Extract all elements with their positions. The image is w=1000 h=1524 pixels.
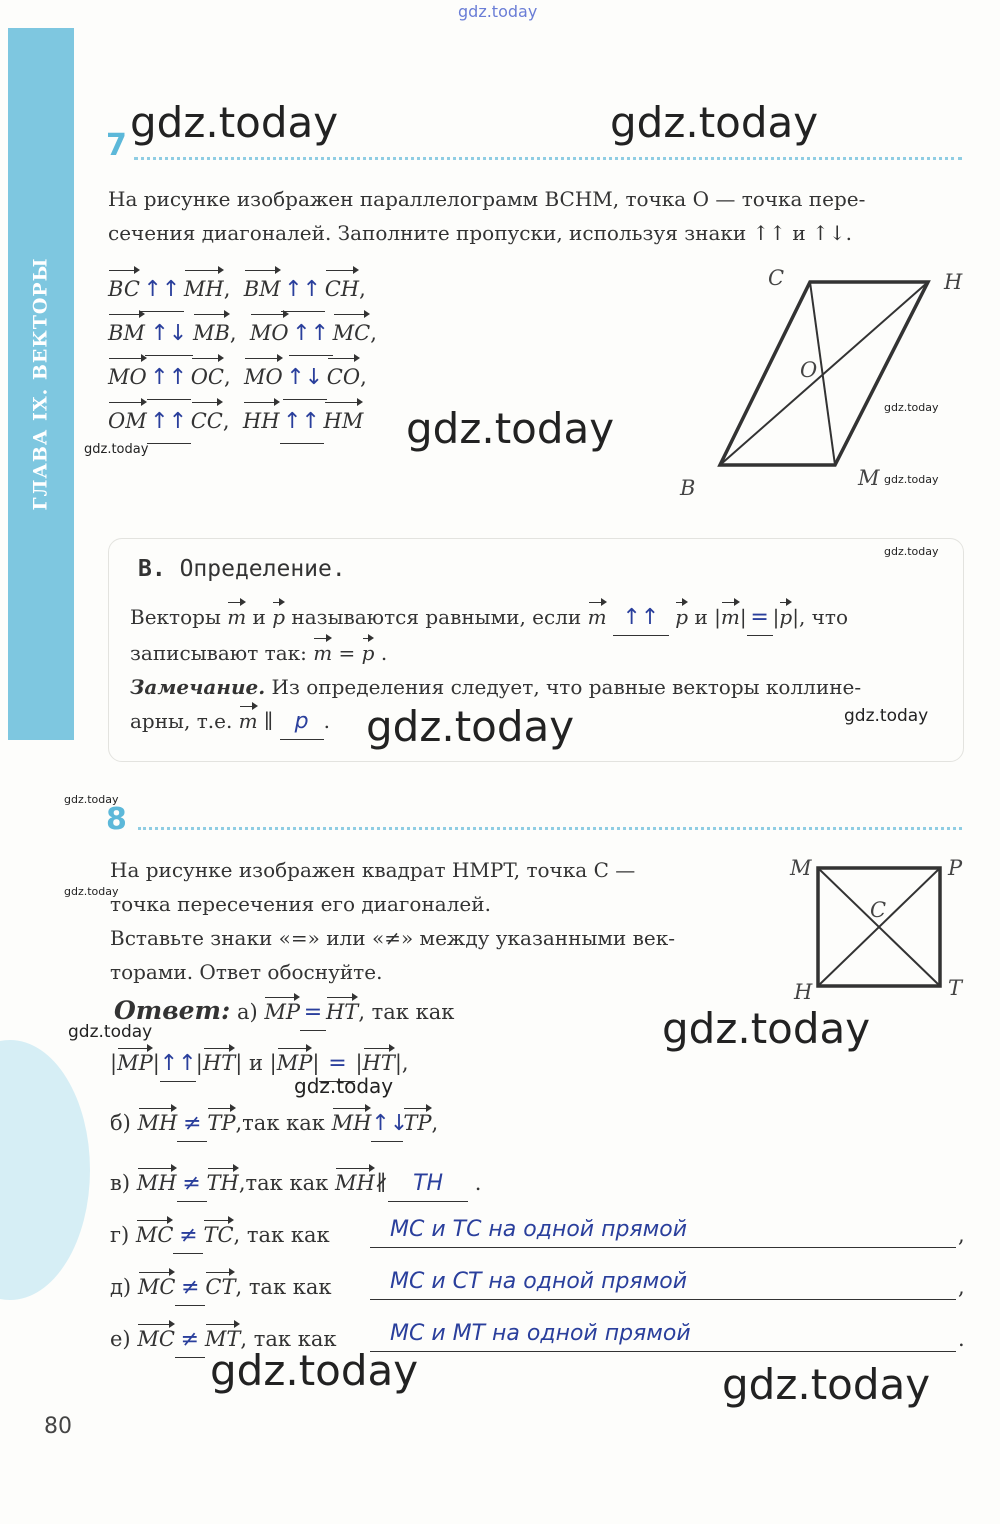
label-c: C [870, 898, 887, 922]
text: ,так как [238, 1171, 329, 1195]
vector-a: HH [243, 400, 280, 443]
handwritten-answer: TH [388, 1167, 468, 1202]
watermark-small: gdz.today [64, 885, 119, 898]
item-letter: б) [110, 1111, 131, 1135]
answer-b: б) MH ≠ TP,так как MH↑↓TP, [110, 1106, 438, 1142]
definition-title-word: Определение. [179, 556, 346, 582]
vector-b: CC [191, 400, 223, 443]
definition-remark-line2: арны, т.е. m ∥ p . [130, 704, 950, 740]
item-letter: в) [110, 1171, 131, 1195]
label-c: C [768, 266, 785, 290]
watermark-small: gdz.today [84, 442, 149, 457]
handwritten-answer: p [280, 705, 324, 740]
answer-sign: ≠ [177, 1167, 207, 1202]
vector: MH [335, 1166, 375, 1200]
handwritten-answer-e: MC и CT на одной прямой [370, 1264, 956, 1300]
watermark: gdz.today [610, 98, 819, 147]
text: , так как [233, 1223, 330, 1247]
comma: , [958, 1275, 965, 1299]
definition-remark [130, 670, 950, 704]
answer-sign: ↑↑ [147, 400, 191, 444]
watermark-small: gdz.today [64, 793, 119, 806]
task8-text-line1: На рисунке изображен квадрат HMPT, точка C — [110, 858, 636, 882]
text: , что [798, 605, 848, 629]
answer-sign: = [747, 601, 773, 636]
text: Векторы [130, 605, 221, 629]
vector-p: p [272, 600, 285, 634]
diagonal-hb [720, 282, 928, 465]
text: ∥ [264, 709, 274, 733]
task7-number: 7 [106, 128, 127, 163]
answer-a [114, 994, 454, 1031]
vector-m: m [313, 636, 332, 670]
vector-b: CO [327, 356, 360, 399]
task7-text-line1: На рисунке изображен параллелограмм BCHM, точка O — точка пере- [108, 187, 866, 211]
vector: MP [277, 1046, 313, 1080]
vector: MC [136, 1218, 174, 1252]
text: и [248, 1051, 263, 1075]
text: , так как [235, 1275, 332, 1299]
vector: MT [205, 1322, 241, 1356]
item-letter: а) [236, 1000, 258, 1024]
label-h: H [794, 980, 813, 1004]
item-letter: е) [110, 1327, 131, 1351]
watermark-small: gdz.today [68, 1022, 153, 1042]
answer-sign: ↑↓ [145, 312, 193, 356]
vector-a: OM [108, 400, 147, 443]
answer-sign: = [300, 996, 326, 1031]
text: называются равными, если [291, 605, 582, 629]
definition-title-letter: В. [138, 556, 166, 582]
answer-sign: ↑↑ [289, 312, 333, 356]
definition-line2: записывают так: m = p . [130, 636, 950, 670]
vector-b: HM [324, 400, 364, 443]
text: ∦ [374, 1171, 389, 1195]
task8-text-line2: точка пересечения его диагоналей. [110, 892, 491, 916]
watermark-small: gdz.today [884, 473, 939, 486]
answer-sign: ↑↑ [613, 601, 669, 636]
answer-sign: ≠ [175, 1271, 205, 1306]
answer-sign: ↑↑ [281, 268, 325, 312]
vector-m: m [721, 600, 740, 634]
vector: MH [137, 1166, 177, 1200]
vector-a: BM [244, 268, 281, 311]
vector: MP [117, 1046, 153, 1080]
text: записывают так: [130, 641, 307, 665]
vector-m: m [239, 704, 258, 738]
task7-row: BM ↑↓ MB, MO ↑↑ MC, [108, 312, 377, 356]
handwritten-answer-f: MC и MT на одной прямой [370, 1316, 956, 1352]
item-letter: д) [110, 1275, 132, 1299]
watermark-top: gdz.today [458, 2, 538, 21]
answer-sign: ≠ [175, 1323, 205, 1358]
vector-b: CH [325, 268, 359, 311]
watermark-small: gdz.today [844, 706, 929, 726]
answer-d [110, 1218, 330, 1254]
task8-text-line4: торами. Ответ обоснуйте. [110, 960, 383, 984]
task7-relations [108, 268, 377, 444]
answer-sign: ↑↑ [140, 268, 184, 312]
vector-p: p [779, 600, 792, 634]
answer-sign: ↑↓ [371, 1107, 403, 1142]
vector: MC [137, 1322, 175, 1356]
vector: MH [332, 1106, 372, 1140]
label-p: P [948, 856, 963, 880]
answer-sign: ↑↑ [160, 1047, 196, 1082]
task8-text [110, 853, 760, 989]
vector-a: BM [108, 312, 145, 355]
answer-sign: ≠ [177, 1107, 207, 1142]
vector: HT [326, 995, 358, 1029]
task7-row: MO ↑↑ OC, MO ↑↓ CO, [108, 356, 377, 400]
vector-m: m [227, 600, 246, 634]
label-h: H [944, 270, 963, 294]
watermark: gdz.today [662, 1004, 871, 1053]
decorative-blob [0, 1040, 90, 1300]
task8-divider [138, 827, 962, 830]
vector-a: MO [244, 356, 283, 399]
vector: HT [203, 1046, 235, 1080]
label-b: B [680, 476, 696, 500]
vector-p: p [362, 636, 375, 670]
chapter-label: ГЛАВА IX. ВЕКТОРЫ [30, 257, 53, 511]
watermark: gdz.today [406, 404, 615, 453]
task8-text-line3: Вставьте знаки «=» или «≠» между указанными век- [110, 926, 675, 950]
watermark-small: gdz.today [294, 1074, 394, 1098]
vector: TC [203, 1218, 233, 1252]
answer-sign: ≠ [173, 1219, 203, 1254]
task7-divider [134, 157, 962, 160]
vector: CT [205, 1270, 235, 1304]
task7-text [108, 182, 968, 250]
answer-sign: = [319, 1047, 355, 1082]
vector-b: OC [191, 356, 224, 399]
text: = [338, 641, 356, 665]
text: и [694, 605, 708, 629]
text: , так как [358, 1000, 455, 1024]
vector: HT [363, 1046, 395, 1080]
handwritten-answer-d: MC и TC на одной прямой [370, 1212, 956, 1248]
vector-p: p [675, 600, 688, 634]
vector: TP [207, 1106, 235, 1140]
task8-number: 8 [106, 802, 127, 837]
text: арны, т.е. [130, 709, 233, 733]
vector-b: MB [193, 312, 230, 355]
item-letter: г) [110, 1223, 130, 1247]
vector-a: MO [250, 312, 289, 355]
vector: MH [138, 1106, 178, 1140]
vector: MC [138, 1270, 176, 1304]
vector-b: MH [184, 268, 224, 311]
square-figure [800, 856, 970, 1006]
label-o: O [800, 358, 818, 382]
label-t: T [948, 976, 963, 1000]
text: , так как [240, 1327, 337, 1351]
answer-a-reason: |MP|↑↑|HT| и |MP| = |HT|, [110, 1046, 409, 1082]
vector-a: MO [108, 356, 147, 399]
definition-title [138, 556, 346, 582]
page-number: 80 [44, 1414, 72, 1439]
text: ,так как [235, 1111, 325, 1135]
task7-text-line2: сечения диагоналей. Заполните пропуски, используя знаки ↑↑ и ↑↓. [108, 221, 852, 245]
parallelogram-figure [690, 260, 980, 500]
answer-label: Ответ: [114, 996, 231, 1025]
answer-e [110, 1270, 332, 1306]
vector: TH [207, 1166, 239, 1200]
label-m: M [790, 856, 812, 880]
watermark-small: gdz.today [884, 545, 939, 558]
remark-label: Замечание. [130, 675, 266, 699]
task7-row: BC ↑↑ MH, BM ↑↑ CH, [108, 268, 377, 312]
watermark: gdz.today [366, 702, 575, 751]
vector-a: BC [108, 268, 140, 311]
definition-line1: Векторы m и p называются равными, если m ↑↑ p и |m| = |p|, что [130, 600, 950, 636]
label-m: M [858, 466, 880, 490]
watermark-small: gdz.today [884, 401, 939, 414]
task7-row: OM ↑↑ CC, HH ↑↑ HM [108, 400, 377, 444]
answer-sign: ↑↑ [280, 400, 324, 444]
answer-sign: ↑↑ [147, 356, 191, 400]
watermark: gdz.today [130, 98, 339, 147]
vector: MP [264, 995, 300, 1029]
text: и [252, 605, 266, 629]
vector-b: MC [333, 312, 371, 355]
answer-c: в) MH ≠ TH,так как MH∦ TH . [110, 1166, 481, 1202]
period: . [958, 1327, 965, 1351]
comma: , [958, 1223, 965, 1247]
vector-m: m [588, 600, 607, 634]
text: Из определения следует, что равные векторы коллине- [271, 675, 862, 699]
vector: TP [403, 1106, 431, 1140]
watermark: gdz.today [210, 1346, 419, 1395]
answer-sign: ↑↓ [283, 356, 327, 400]
watermark: gdz.today [722, 1360, 931, 1409]
